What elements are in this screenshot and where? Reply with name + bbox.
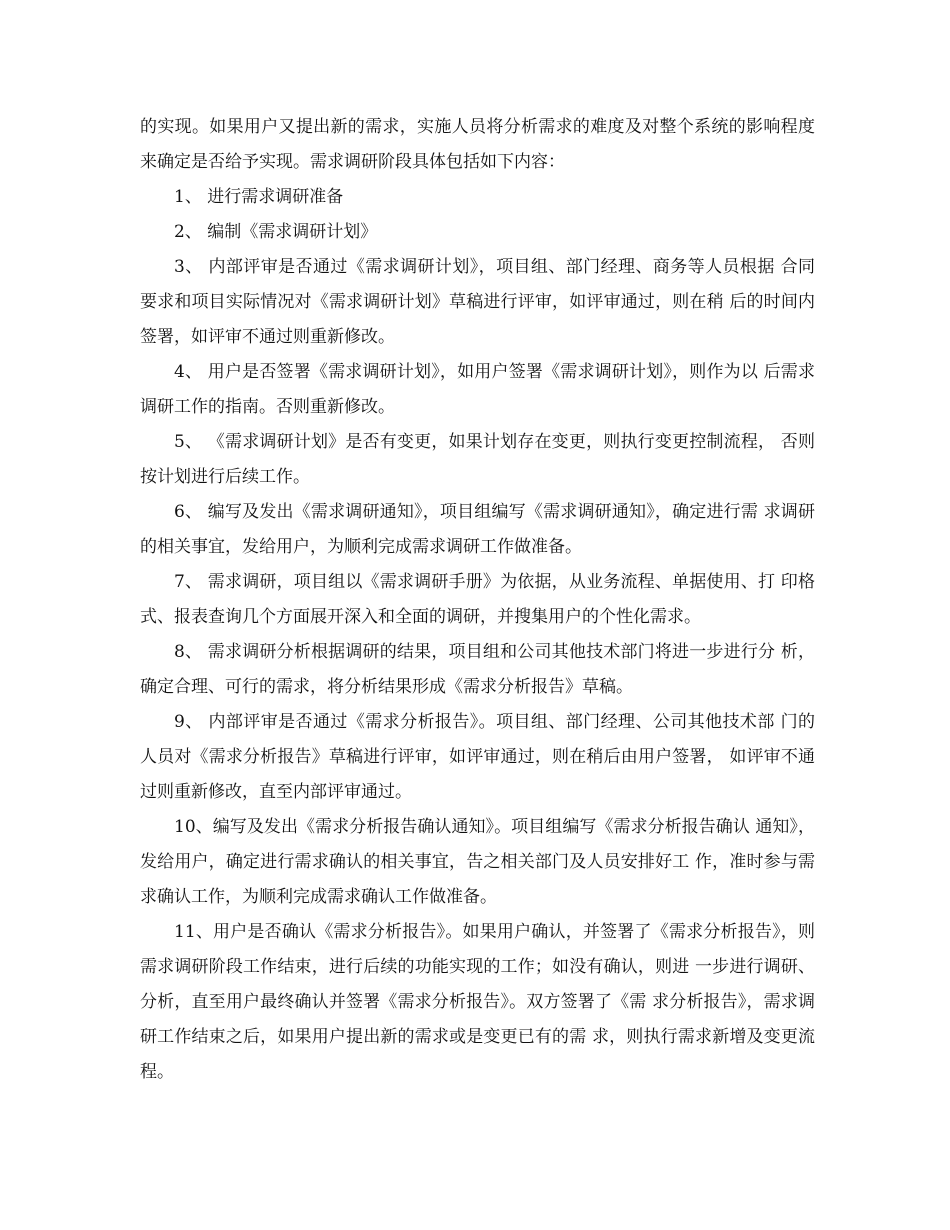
paragraph-item-9: 9、 内部评审是否通过《需求分析报告》。项目组、部门经理、公司其他技术部 门的人员对《需求分析报告》草稿进行评审，如评审通过，则在稍后由用户签署， 如评审不通过则重新修改，直至内部评审通过。 [140, 712, 815, 802]
paragraph-item-1: 1、 进行需求调研准备 [174, 187, 344, 207]
paragraph-item-4: 4、 用户是否签署《需求调研计划》，如用户签署《需求调研计划》，则作为以 后需求调研工作的指南。否则重新修改。 [140, 362, 815, 417]
document-body [140, 110, 815, 1090]
paragraph-item-2: 2、 编制《需求调研计划》 [174, 222, 378, 242]
paragraph-item-8: 8、 需求调研分析根据调研的结果，项目组和公司其他技术部门将进一步进行分 析，确定合理、可行的需求，将分析结果形成《需求分析报告》草稿。 [140, 642, 815, 697]
paragraph-item-5: 5、 《需求调研计划》是否有变更，如果计划存在变更，则执行变更控制流程， 否则按计划进行后续工作。 [140, 432, 815, 487]
paragraph-item-11: 11、用户是否确认《需求分析报告》。如果用户确认，并签署了《需求分析报告》，则需求调研阶段工作结束，进行后续的功能实现的工作；如没有确认，则进 一步进行调研、分析，直至用户最终确认并签署《需求分析报告》。双方签署了《需 求分析报告》，需求调研工作结束之后，如果用户提出新的需求或是变更已有的需 求，则执行需求新增及变更流程。 [140, 922, 815, 1082]
paragraph-item-7: 7、 需求调研，项目组以《需求调研手册》为依据，从业务流程、单据使用、打 印格式、报表查询几个方面展开深入和全面的调研，并搜集用户的个性化需求。 [140, 572, 815, 627]
paragraph-item-3: 3、 内部评审是否通过《需求调研计划》，项目组、部门经理、商务等人员根据 合同要求和项目实际情况对《需求调研计划》草稿进行评审，如评审通过，则在稍 后的时间内签署，如评审不通过则重新修改。 [140, 257, 815, 347]
paragraph-intro: 的实现。如果用户又提出新的需求，实施人员将分析需求的难度及对整个系统的影响程度来确定是否给予实现。需求调研阶段具体包括如下内容： [140, 117, 815, 172]
paragraph-item-6: 6、 编写及发出《需求调研通知》，项目组编写《需求调研通知》，确定进行需 求调研的相关事宜，发给用户，为顺利完成需求调研工作做准备。 [140, 502, 815, 557]
paragraph-item-10: 10、编写及发出《需求分析报告确认通知》。项目组编写《需求分析报告确认 通知》，发给用户，确定进行需求确认的相关事宜，告之相关部门及人员安排好工 作，准时参与需求确认工作，为顺利完成需求确认工作做准备。 [140, 817, 815, 907]
